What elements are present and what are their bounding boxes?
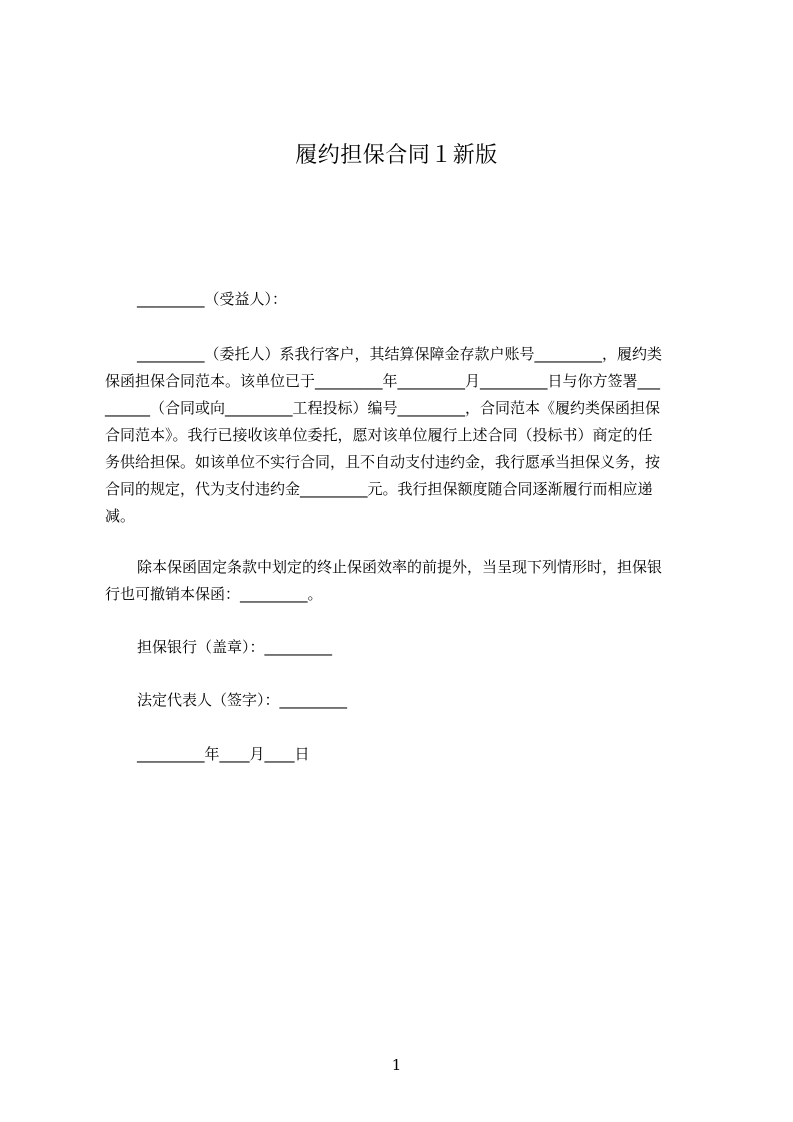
paragraph-line: 务供给担保。如该单位不实行合同，且不自动支付违约金，我行愿承当担保义务，按 <box>105 453 661 471</box>
paragraph-line: 合同的规定，代为支付违约金_________元。我行担保额度随合同逐渐履行而相应递 <box>105 480 653 498</box>
paragraph-entrustment <box>105 341 705 530</box>
salutation: _________（受益人）： <box>137 290 288 308</box>
paragraph-line: 合同范本》。我行已接收该单位委托，愿对该单位履行上述合同（投标书）商定的任 <box>105 426 653 444</box>
page-number: 1 <box>391 1056 402 1074</box>
paragraph-line: 减。 <box>105 507 136 525</box>
paragraph-line: 保函担保合同范本。该单位已于_________年_________月_________日与你方签署___ <box>105 372 661 390</box>
legal-representative-line: 法定代表人（签字）：_________ <box>137 691 348 709</box>
bank-seal-line: 担保银行（盖章）：_________ <box>137 638 333 656</box>
date-line: _________年____月____日 <box>137 745 310 763</box>
paragraph-line: ______（合同或向_________工程投标）编号_________，合同范本《履约类保函担保 <box>105 399 661 417</box>
paragraph-line: 除本保函固定条款中划定的终止保函效率的前提外，当呈现下列情形时，担保银 <box>137 558 663 576</box>
paragraph-line: 行也可撤销本保函：_________。 <box>105 585 323 603</box>
paragraph-line: _________（委托人）系我行客户，其结算保障金存款户账号_________，履约类 <box>137 345 663 363</box>
document-title: 履约担保合同１新版 <box>295 143 498 168</box>
paragraph-revocation <box>105 554 705 608</box>
